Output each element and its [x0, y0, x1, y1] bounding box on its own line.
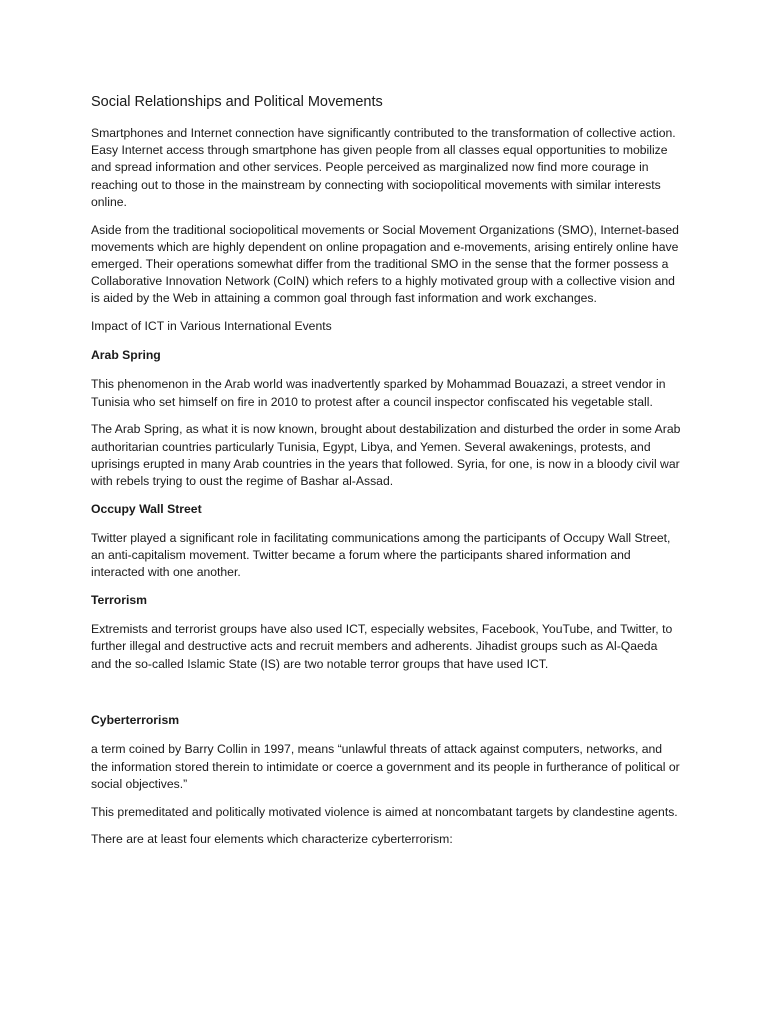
section-paragraph: There are at least four elements which characterize cyberterrorism:: [91, 832, 453, 847]
section-heading-terrorism: Terrorism: [91, 592, 147, 607]
spacer: [91, 683, 681, 712]
document-page: [91, 92, 681, 859]
section-paragraph: This phenomenon in the Arab world was inadvertently sparked by Mohammad Bouazazi, a street vendor in Tunisia who set himself on fire in 2010 to protest after a council inspector confiscated his vegetable stall.: [91, 377, 666, 409]
section-paragraph: Extremists and terrorist groups have also used ICT, especially websites, Facebook, YouTube, and Twitter, to further illegal and destructive acts and recruit members and adherents. Jihadist groups such as Al-Qaeda and the so-called Islamic State (IS) are two notable terror groups that have used ICT.: [91, 622, 673, 671]
section-heading-arab-spring: Arab Spring: [91, 348, 161, 363]
section-heading-cyberterrorism: Cyberterrorism: [91, 713, 180, 728]
intro-paragraph: Aside from the traditional sociopolitical movements or Social Movement Organizations (SMO), Internet-based movements which are highly dependent on online propagation and e-movements, arising entirely online have emerged. Their operations somewhat differ from the traditional SMO in the sense that the former possess a Collaborative Innovation Network (CoIN) which refers to a highly motivated group with a collective vision and is aided by the Web in attaining a common goal through fast information and work exchanges.: [91, 222, 679, 306]
section-paragraph: The Arab Spring, as what it is now known, brought about destabilization and disturbed the order in some Arab authoritarian countries particularly Tunisia, Egypt, Libya, and Yemen. Several awakenings, protests, and uprisings erupted in many Arab countries in the years that followed. Syria, for one, is now in a bloody civil war with rebels trying to oust the regime of Bashar al-Assad.: [91, 422, 681, 488]
section-subtitle: Impact of ICT in Various International Events: [91, 319, 332, 334]
section-paragraph: This premeditated and politically motivated violence is aimed at noncombatant targets by clandestine agents.: [91, 804, 678, 819]
section-paragraph: a term coined by Barry Collin in 1997, means “unlawful threats of attack against computers, networks, and the information stored therein to intimidate or coerce a government and its people in furtherance of political or social objectives.”: [91, 742, 680, 791]
intro-paragraph: Smartphones and Internet connection have significantly contributed to the transformation of collective action. Easy Internet access through smartphone has given people from all classes equal opportunities to mobilize and spread information and other services. People perceived as marginalized now find more courage in reaching out to those in the mainstream by connecting with sociopolitical movements with similar interests online.: [91, 126, 676, 209]
section-paragraph: Twitter played a significant role in facilitating communications among the participants of Occupy Wall Street, an anti-capitalism movement. Twitter became a forum where the participants shared information and interacted with one another.: [91, 530, 671, 580]
section-heading-occupy-wall-street: Occupy Wall Street: [91, 501, 202, 516]
document-title: Social Relationships and Political Movements: [91, 94, 383, 110]
